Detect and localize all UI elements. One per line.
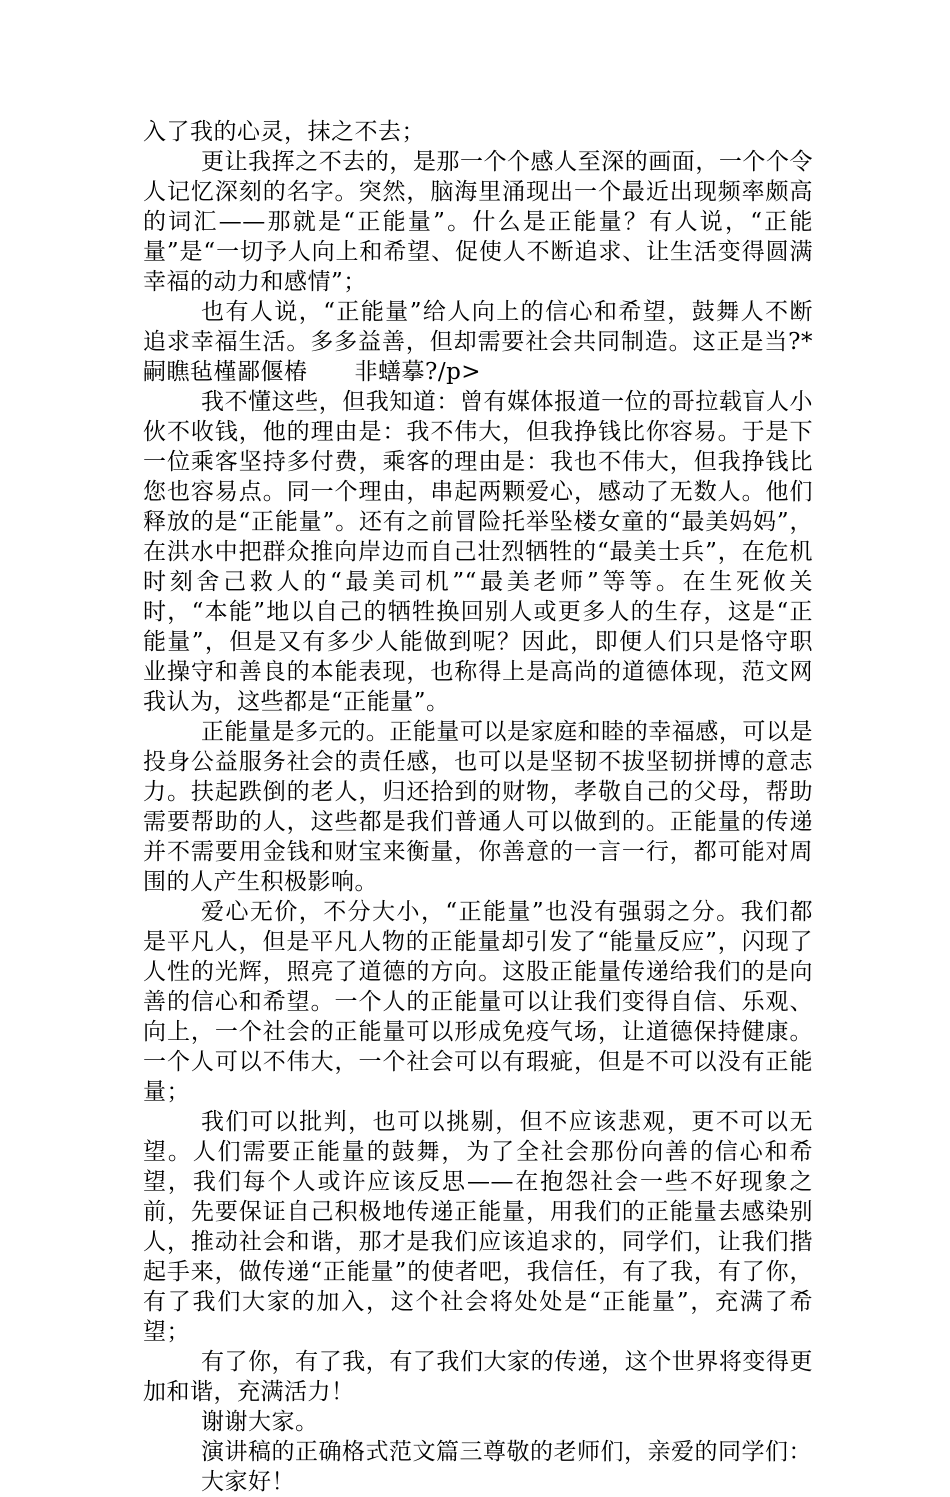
paragraph: 有了你，有了我，有了我们大家的传递，这个世界将变得更加和谐，充满活力！ [143,1349,813,1405]
paragraph: 大家好！ [201,1469,295,1495]
paragraph: 谢谢大家。 [201,1409,319,1435]
paragraph: 更让我挥之不去的，是那一个个感人至深的画面，一个个令人记忆深刻的名字。突然，脑海里涌现出一个最近出现频率颇高的词汇——那就是“正能量”。什么是正能量？有人说，“正能量”是“一切予人向上和希望、促使人不断追求、让生活变得圆满幸福的动力和感情”； [143,149,813,295]
paragraph: 爱心无价，不分大小，“正能量”也没有强弱之分。我们都是平凡人，但是平凡人物的正能量却引发了“能量反应”，闪现了人性的光辉，照亮了道德的方向。这股正能量传递给我们的是向善的信心和希望。一个人的正能量可以让我们变得自信、乐观、向上，一个社会的正能量可以形成免疫气场，让道德保持健康。一个人可以不伟大，一个社会可以有瑕疵，但是不可以没有正能量； [143,899,813,1105]
paragraph: 也有人说，“正能量”给人向上的信心和希望，鼓舞人不断追求幸福生活。多多益善，但却需要社会共同制造。这正是当?*嗣瞧毡槿鄙偃椿 非蟮摹?/p> [143,299,813,385]
paragraph: 我们可以批判，也可以挑剔，但不应该悲观，更不可以无望。人们需要正能量的鼓舞，为了全社会那份向善的信心和希望，我们每个人或许应该反思——在抱怨社会一些不好现象之前，先要保证自己积极地传递正能量，用我们的正能量去感染别人，推动社会和谐，那才是我们应该追求的，同学们，让我们揩起手来，做传递“正能量”的使者吧，我信任，有了我，有了你，有了我们大家的加入，这个社会将处处是“正能量”，充满了希望； [143,1109,813,1345]
paragraph: 我不懂这些，但我知道：曾有媒体报道一位的哥拉载盲人小伙不收钱，他的理由是：我不伟大，但我挣钱比你容易。于是下一位乘客坚持多付费，乘客的理由是：我也不伟大，但我挣钱比您也容易点。同一个理由，串起两颗爱心，感动了无数人。他们释放的是“正能量”。还有之前冒险托举坠楼女童的“最美妈妈”，在洪水中把群众推向岸边而自己壮烈牺牲的“最美士兵”，在危机时刻舍己救人的“最美司机”“最美老师”等等。在生死攸关时，“本能”地以自己的牺牲换回别人或更多人的生存，这是“正能量”，但是又有多少人能做到呢？因此，即便人们只是恪守职业操守和善良的本能表现，也称得上是高尚的道德体现，范文网我认为，这些都是“正能量”。 [143,389,813,715]
paragraph: 演讲稿的正确格式范文篇三尊敬的老师们，亲爱的同学们： [201,1439,812,1465]
paragraph: 正能量是多元的。正能量可以是家庭和睦的幸福感，可以是投身公益服务社会的责任感，也可以是坚韧不拔坚韧拼博的意志力。扶起跌倒的老人，归还拾到的财物，孝敬自己的父母，帮助需要帮助的人，这些都是我们普通人可以做到的。正能量的传递并不需要用金钱和财宝来衡量，你善意的一言一行，都可能对周围的人产生积极影响。 [143,719,813,895]
paragraph: 入了我的心灵，抹之不去； [143,119,425,145]
document-body [143,117,813,1497]
